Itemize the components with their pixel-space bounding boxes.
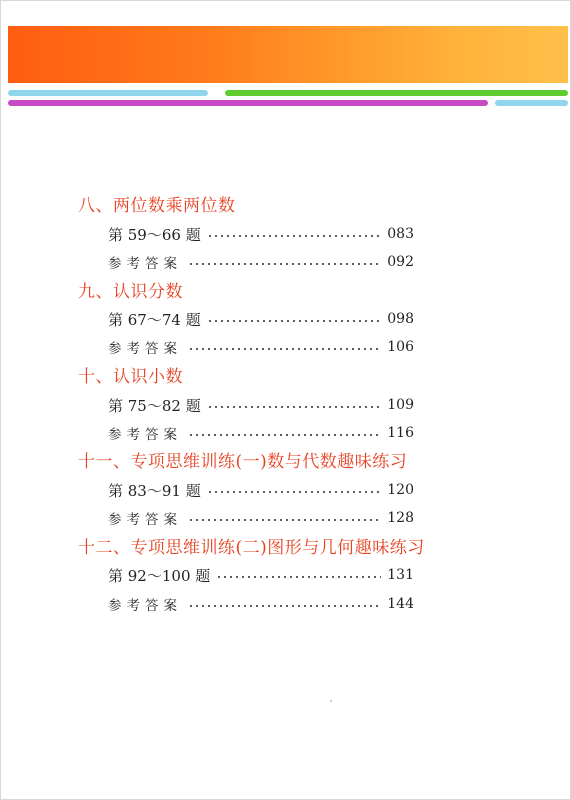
entry-label: 第 92～100 题 [108, 566, 211, 585]
page-number: 092 [387, 254, 414, 270]
page-number: 109 [387, 397, 414, 413]
entry-label: 参考答案 [108, 256, 182, 272]
chapter-title[interactable]: 十一、专项思维训练(一)数与代数趣味练习 [78, 452, 408, 472]
dot-leader [188, 263, 381, 265]
dot-leader [188, 605, 381, 607]
entry-label: 第 83～91 题 [108, 481, 201, 500]
dot-leader [207, 320, 382, 322]
toc-entry[interactable] [108, 421, 414, 445]
page-number: 131 [387, 567, 414, 583]
page-number: 144 [387, 596, 414, 612]
page-number: 083 [387, 226, 414, 242]
chapter-title[interactable]: 九、认识分数 [78, 282, 183, 302]
page-number: 106 [387, 339, 414, 355]
page-number: 120 [387, 482, 414, 498]
page-number: 116 [387, 425, 414, 441]
dot-leader [188, 348, 381, 350]
entry-label: 参考答案 [108, 427, 182, 443]
entry-label: 参考答案 [108, 341, 182, 357]
toc-entry[interactable] [108, 478, 414, 502]
toc-entry[interactable] [108, 335, 414, 359]
entry-label: 参考答案 [108, 598, 182, 614]
dot-leader [188, 434, 381, 436]
toc-entry[interactable] [108, 250, 414, 274]
page-number: 128 [387, 510, 414, 526]
dot-leader [207, 235, 382, 237]
dot-leader [207, 491, 382, 493]
entry-label: 参考答案 [108, 512, 182, 528]
print-speck [330, 700, 332, 702]
dot-leader [188, 519, 381, 521]
toc-entry[interactable] [108, 393, 414, 417]
chapter-title[interactable]: 十、认识小数 [78, 367, 183, 387]
entry-label: 第 59～66 题 [108, 225, 201, 244]
toc-entry[interactable] [108, 506, 414, 530]
dot-leader [216, 576, 381, 578]
dot-leader [207, 406, 382, 408]
chapter-title[interactable]: 八、两位数乘两位数 [78, 196, 236, 216]
toc-entry[interactable] [108, 222, 414, 246]
chapter-title[interactable]: 十二、专项思维训练(二)图形与几何趣味练习 [78, 538, 425, 558]
toc-entry[interactable] [108, 592, 414, 616]
page-number: 098 [387, 311, 414, 327]
entry-label: 第 75～82 题 [108, 396, 201, 415]
toc-entry[interactable] [108, 307, 414, 331]
toc-entry[interactable] [108, 563, 414, 587]
entry-label: 第 67～74 题 [108, 310, 201, 329]
